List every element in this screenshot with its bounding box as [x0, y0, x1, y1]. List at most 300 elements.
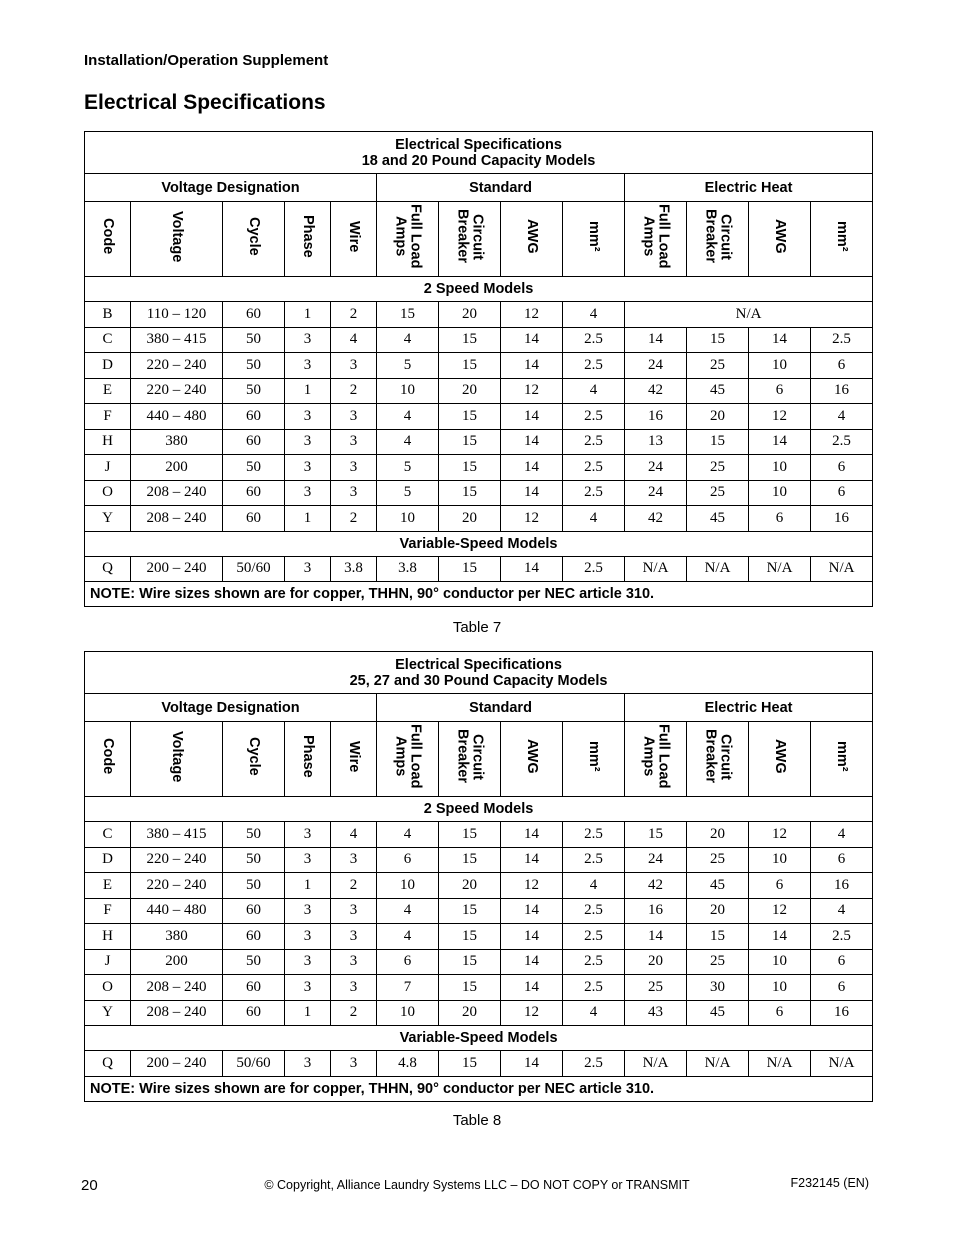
page-title: Electrical Specifications [84, 91, 326, 114]
table-cell: 110 – 120 [131, 302, 223, 328]
column-header-label: Cycle [246, 737, 262, 776]
table-cell: 10 [749, 949, 811, 975]
table-row [85, 924, 873, 950]
table-cell: J [85, 949, 131, 975]
column-header-label: mm² [586, 221, 602, 252]
table-cell: B [85, 302, 131, 328]
column-header [501, 722, 563, 797]
table-cell: 6 [749, 378, 811, 404]
table-cell: 3 [285, 556, 331, 582]
table-cell: 2.5 [563, 353, 625, 379]
table-cell: 3 [331, 949, 377, 975]
table-cell: 4 [377, 429, 439, 455]
table-cell: 14 [501, 898, 563, 924]
table-cell: 15 [439, 975, 501, 1001]
table-cell: H [85, 429, 131, 455]
table-cell: 16 [811, 1000, 873, 1026]
table-cell: 3 [331, 429, 377, 455]
table-cell: N/A [811, 556, 873, 582]
table-cell: 2 [331, 378, 377, 404]
column-header-row [85, 722, 873, 797]
table-cell: 3 [285, 847, 331, 873]
section-row [85, 531, 873, 556]
table-cell: 220 – 240 [131, 353, 223, 379]
table-cell: 14 [501, 822, 563, 848]
table-cell: 2.5 [563, 847, 625, 873]
table-cell: 10 [377, 1000, 439, 1026]
table-cell: 14 [501, 327, 563, 353]
table-cell: 4.8 [377, 1051, 439, 1077]
electric-heat-header: Electric Heat [625, 174, 873, 202]
table-cell: 2.5 [563, 404, 625, 430]
table-cell: 208 – 240 [131, 975, 223, 1001]
table-cell: 2.5 [811, 924, 873, 950]
column-header-label: Circuit Breaker [702, 729, 734, 784]
column-header [687, 202, 749, 277]
table-cell: 2.5 [811, 327, 873, 353]
table-cell: 24 [625, 353, 687, 379]
table-cell: 6 [749, 506, 811, 532]
table-cell: 15 [439, 429, 501, 455]
table-cell: 4 [331, 327, 377, 353]
table-cell: 12 [501, 302, 563, 328]
table-title-line: Electrical Specifications [395, 656, 562, 673]
table-cell: 6 [377, 847, 439, 873]
column-header-label: Cycle [246, 217, 262, 256]
table-title-row [85, 132, 873, 174]
section-heading: Variable-Speed Models [85, 531, 873, 556]
table-cell: 25 [687, 455, 749, 481]
table-row [85, 455, 873, 481]
table-cell: 6 [811, 847, 873, 873]
table-cell: D [85, 353, 131, 379]
column-header-label: Code [100, 218, 116, 255]
table-cell: 6 [749, 873, 811, 899]
table-cell: 4 [811, 404, 873, 430]
column-header-label: Full Load Amps [640, 724, 672, 789]
table-cell: 3 [285, 949, 331, 975]
table-cell: 14 [501, 556, 563, 582]
voltage-designation-header: Voltage Designation [85, 694, 377, 722]
table-cell: 3.8 [331, 556, 377, 582]
table-cell: 2 [331, 873, 377, 899]
column-header-label: Phase [300, 735, 316, 778]
table-cell: 12 [749, 822, 811, 848]
table-cell: 2.5 [563, 975, 625, 1001]
table-cell: 15 [439, 556, 501, 582]
table-cell: 16 [625, 404, 687, 430]
table-cell: 2.5 [563, 822, 625, 848]
table-row [85, 429, 873, 455]
table-cell: 16 [811, 506, 873, 532]
table-cell: 50 [223, 847, 285, 873]
table-cell: 16 [811, 873, 873, 899]
column-header-row [85, 202, 873, 277]
table-cell: 3 [285, 404, 331, 430]
table-cell: 10 [749, 353, 811, 379]
table-cell: O [85, 975, 131, 1001]
column-header-label: Voltage [169, 210, 185, 263]
section-row [85, 797, 873, 822]
table-cell: 3.8 [377, 556, 439, 582]
table-cell: 3 [285, 327, 331, 353]
table-title [85, 132, 873, 174]
table-cell: 14 [625, 327, 687, 353]
table-cell: 4 [331, 822, 377, 848]
table-cell: 380 [131, 924, 223, 950]
table-cell: E [85, 873, 131, 899]
table-cell: 380 – 415 [131, 822, 223, 848]
table-cell: 5 [377, 480, 439, 506]
table-cell: Q [85, 1051, 131, 1077]
table-cell: 3 [331, 847, 377, 873]
table-note: NOTE: Wire sizes shown are for copper, THHN, 90° conductor per NEC article 310. [85, 1076, 873, 1101]
table-cell: 440 – 480 [131, 898, 223, 924]
table-cell: J [85, 455, 131, 481]
column-header [439, 722, 501, 797]
table-cell: 60 [223, 1000, 285, 1026]
table-cell: 2.5 [563, 327, 625, 353]
table-cell: 7 [377, 975, 439, 1001]
table-cell: N/A [811, 1051, 873, 1077]
table-cell: 20 [687, 822, 749, 848]
table-cell: N/A [749, 556, 811, 582]
table-cell: 12 [749, 898, 811, 924]
table-cell: C [85, 822, 131, 848]
column-header-label: Code [100, 738, 116, 775]
electrical-spec-table [84, 131, 873, 607]
section-row [85, 277, 873, 302]
table-cell: 10 [749, 975, 811, 1001]
table-cell: 15 [687, 429, 749, 455]
table-cell: 200 [131, 455, 223, 481]
table-cell: 14 [625, 924, 687, 950]
table-cell: D [85, 847, 131, 873]
section-heading: Variable-Speed Models [85, 1026, 873, 1051]
table-cell: 2.5 [811, 429, 873, 455]
column-header [85, 722, 131, 797]
table-cell: 24 [625, 455, 687, 481]
table-cell: 1 [285, 302, 331, 328]
column-header [811, 202, 873, 277]
column-header [625, 202, 687, 277]
table-cell: 15 [377, 302, 439, 328]
table-cell: 14 [749, 429, 811, 455]
table-cell: 25 [625, 975, 687, 1001]
table-cell: 3 [331, 975, 377, 1001]
table-cell: 10 [749, 847, 811, 873]
table-cell: O [85, 480, 131, 506]
table-cell: 50 [223, 353, 285, 379]
table-cell: 15 [439, 898, 501, 924]
document-id: F232145 (EN) [790, 1176, 869, 1190]
table-cell: 4 [377, 898, 439, 924]
column-header [223, 202, 285, 277]
table-cell: N/A [687, 556, 749, 582]
table-cell: 3 [331, 898, 377, 924]
table-cell: 4 [811, 822, 873, 848]
column-header [131, 722, 223, 797]
table-cell: 200 [131, 949, 223, 975]
voltage-designation-header: Voltage Designation [85, 174, 377, 202]
column-header [85, 202, 131, 277]
column-header-label: Circuit Breaker [454, 729, 486, 784]
table-cell: 3 [331, 455, 377, 481]
table-row [85, 327, 873, 353]
table-cell: 12 [501, 506, 563, 532]
table-row [85, 353, 873, 379]
table-cell: E [85, 378, 131, 404]
table-cell: 20 [439, 378, 501, 404]
table-row [85, 480, 873, 506]
column-header [377, 722, 439, 797]
electric-heat-header: Electric Heat [625, 694, 873, 722]
table-cell: 50/60 [223, 1051, 285, 1077]
table-cell: 220 – 240 [131, 873, 223, 899]
table-cell: 16 [811, 378, 873, 404]
table-cell: 4 [563, 378, 625, 404]
column-header [563, 722, 625, 797]
table-cell: 14 [501, 975, 563, 1001]
table-cell: 2 [331, 1000, 377, 1026]
table-cell: 14 [501, 949, 563, 975]
table-cell: 15 [439, 949, 501, 975]
table-cell: 1 [285, 506, 331, 532]
table-cell: 60 [223, 898, 285, 924]
table-cell: 20 [439, 506, 501, 532]
table-cell: Y [85, 1000, 131, 1026]
note-row [85, 1076, 873, 1101]
table-cell: 3 [285, 1051, 331, 1077]
table-cell: 3 [285, 975, 331, 1001]
column-header-label: AWG [772, 219, 788, 254]
table-cell: 3 [285, 898, 331, 924]
table-cell: 50 [223, 455, 285, 481]
table-cell: 4 [563, 506, 625, 532]
table-title-row [85, 652, 873, 694]
table-row [85, 975, 873, 1001]
column-header [687, 722, 749, 797]
table-cell: 50 [223, 327, 285, 353]
column-header [331, 722, 377, 797]
table-cell: 42 [625, 506, 687, 532]
table-cell: 208 – 240 [131, 1000, 223, 1026]
table-cell: 15 [439, 455, 501, 481]
table-cell: 20 [439, 1000, 501, 1026]
table-cell: 2.5 [563, 480, 625, 506]
column-header [439, 202, 501, 277]
table-cell: 4 [377, 404, 439, 430]
table-cell: 6 [377, 949, 439, 975]
table-cell: 3 [331, 480, 377, 506]
table-cell: 2.5 [563, 429, 625, 455]
table-cell: 4 [811, 898, 873, 924]
table-cell: 14 [501, 480, 563, 506]
table-cell: 14 [749, 924, 811, 950]
column-header [749, 202, 811, 277]
standard-header: Standard [377, 694, 625, 722]
table-row [85, 949, 873, 975]
table-cell: N/A [625, 302, 873, 328]
table-cell: 60 [223, 302, 285, 328]
table-cell: Q [85, 556, 131, 582]
table-caption: Table 7 [452, 619, 502, 636]
table-cell: 1 [285, 378, 331, 404]
table-cell: 25 [687, 480, 749, 506]
table-cell: 2 [331, 302, 377, 328]
table-cell: 14 [749, 327, 811, 353]
table-cell: 2.5 [563, 1051, 625, 1077]
table-cell: 50 [223, 378, 285, 404]
table-cell: 5 [377, 353, 439, 379]
table-cell: 45 [687, 1000, 749, 1026]
table-cell: 2.5 [563, 556, 625, 582]
column-header [749, 722, 811, 797]
table-cell: 10 [749, 480, 811, 506]
table-row [85, 873, 873, 899]
column-header [563, 202, 625, 277]
table-subtitle-line: 25, 27 and 30 Pound Capacity Models [349, 672, 608, 689]
table-cell: 45 [687, 378, 749, 404]
table-cell: 24 [625, 847, 687, 873]
table-cell: 2 [331, 506, 377, 532]
table-row [85, 1051, 873, 1077]
table-cell: 1 [285, 1000, 331, 1026]
column-header-label: Wire [346, 740, 362, 773]
table-cell: 3 [331, 353, 377, 379]
table-row [85, 378, 873, 404]
table-cell: 50 [223, 949, 285, 975]
table-cell: 10 [749, 455, 811, 481]
supplement-label: Installation/Operation Supplement [84, 52, 329, 69]
table-cell: 25 [687, 847, 749, 873]
table-cell: 24 [625, 480, 687, 506]
table-cell: 15 [439, 404, 501, 430]
table-cell: 14 [501, 353, 563, 379]
column-header-label: Wire [346, 220, 362, 253]
column-header [285, 722, 331, 797]
table-cell: 4 [377, 822, 439, 848]
table-cell: 200 – 240 [131, 1051, 223, 1077]
table-cell: 2.5 [563, 924, 625, 950]
table-cell: 15 [439, 1051, 501, 1077]
table-cell: 14 [501, 924, 563, 950]
table-cell: F [85, 898, 131, 924]
table-cell: 12 [501, 1000, 563, 1026]
column-header-label: AWG [524, 739, 540, 774]
table-cell: 208 – 240 [131, 480, 223, 506]
table-cell: N/A [625, 556, 687, 582]
table-cell: 6 [811, 480, 873, 506]
table-row [85, 822, 873, 848]
column-header-label: Circuit Breaker [454, 209, 486, 264]
table-cell: 12 [749, 404, 811, 430]
table-cell: 45 [687, 506, 749, 532]
column-header-label: Voltage [169, 730, 185, 783]
table-cell: 60 [223, 975, 285, 1001]
table-cell: 4 [563, 1000, 625, 1026]
table-cell: N/A [687, 1051, 749, 1077]
column-header-label: AWG [772, 739, 788, 774]
table-cell: 15 [439, 480, 501, 506]
copyright-notice: © Copyright, Alliance Laundry Systems LLC – DO NOT COPY or TRANSMIT [264, 1178, 690, 1192]
table-title [85, 652, 873, 694]
table-row [85, 404, 873, 430]
table-cell: 14 [501, 455, 563, 481]
table-cell: 25 [687, 949, 749, 975]
page-number: 20 [81, 1177, 98, 1194]
table-cell: 60 [223, 506, 285, 532]
table-subtitle-line: 18 and 20 Pound Capacity Models [361, 152, 596, 169]
column-header-label: mm² [834, 221, 851, 252]
section-heading: 2 Speed Models [85, 797, 873, 822]
column-header-label: Full Load Amps [392, 724, 424, 789]
table-cell: N/A [749, 1051, 811, 1077]
table-cell: 6 [749, 1000, 811, 1026]
column-header [331, 202, 377, 277]
table-cell: 3 [285, 455, 331, 481]
table-cell: 20 [687, 404, 749, 430]
table-cell: 220 – 240 [131, 378, 223, 404]
column-header [285, 202, 331, 277]
table-cell: 3 [285, 353, 331, 379]
table-cell: 4 [563, 302, 625, 328]
column-header [377, 202, 439, 277]
table-cell: 380 [131, 429, 223, 455]
table-cell: H [85, 924, 131, 950]
table-cell: 45 [687, 873, 749, 899]
column-header [811, 722, 873, 797]
column-header-label: Phase [300, 215, 316, 258]
table-cell: 3 [285, 822, 331, 848]
table-cell: 20 [687, 898, 749, 924]
table-cell: 60 [223, 924, 285, 950]
table-note: NOTE: Wire sizes shown are for copper, THHN, 90° conductor per NEC article 310. [85, 582, 873, 607]
table-cell: 12 [501, 378, 563, 404]
table-cell: 3 [331, 924, 377, 950]
table-caption: Table 8 [452, 1112, 502, 1129]
table-row [85, 847, 873, 873]
column-group-row [85, 694, 873, 722]
table-cell: 42 [625, 873, 687, 899]
table-cell: 20 [625, 949, 687, 975]
table-cell: 380 – 415 [131, 327, 223, 353]
section-row [85, 1026, 873, 1051]
table-cell: 15 [439, 847, 501, 873]
table-cell: 220 – 240 [131, 847, 223, 873]
table-title-line: Electrical Specifications [395, 136, 562, 153]
column-header [131, 202, 223, 277]
column-header-label: Full Load Amps [640, 204, 672, 269]
table-cell: 6 [811, 949, 873, 975]
column-header [223, 722, 285, 797]
table-cell: 16 [625, 898, 687, 924]
table-cell: 15 [439, 822, 501, 848]
table-cell: 440 – 480 [131, 404, 223, 430]
table-cell: 2.5 [563, 949, 625, 975]
table-cell: 14 [501, 847, 563, 873]
table-cell: 60 [223, 429, 285, 455]
table-cell: 3 [285, 480, 331, 506]
table-row [85, 1000, 873, 1026]
table-cell: 13 [625, 429, 687, 455]
table-row [85, 898, 873, 924]
table-cell: 6 [811, 975, 873, 1001]
table-cell: 60 [223, 480, 285, 506]
table-cell: 30 [687, 975, 749, 1001]
table-cell: 15 [625, 822, 687, 848]
table-cell: Y [85, 506, 131, 532]
